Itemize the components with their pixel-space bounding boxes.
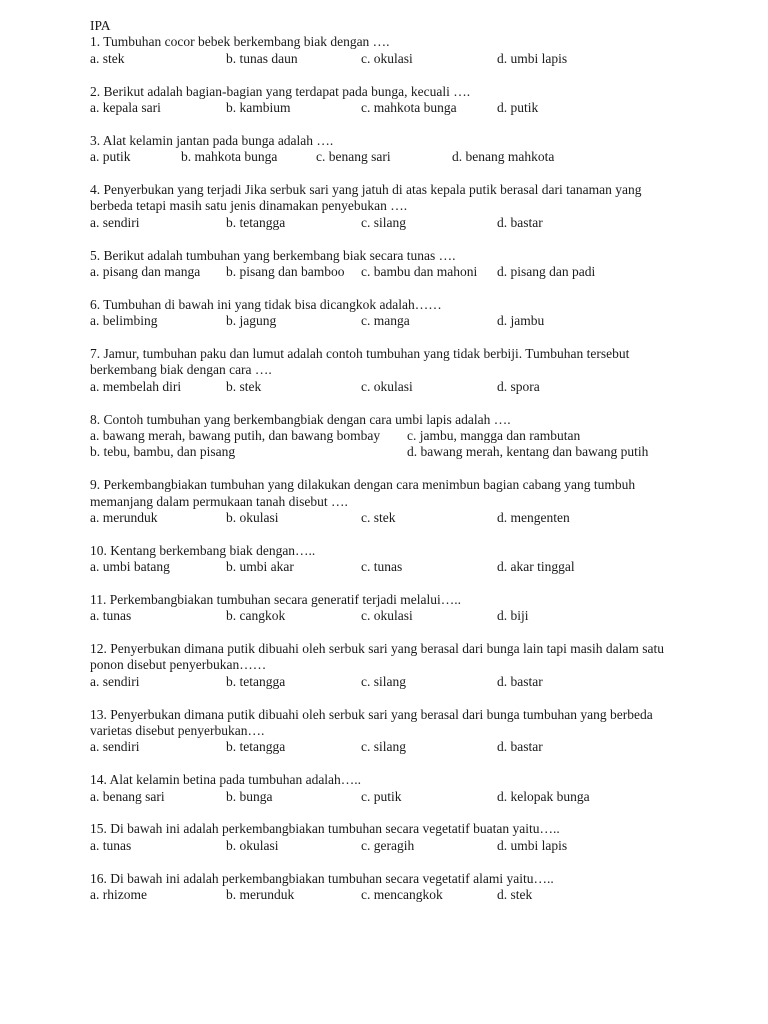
option-row xyxy=(90,100,730,116)
option-row xyxy=(90,510,730,526)
option-row xyxy=(90,789,730,805)
option-d: d. kelopak bunga xyxy=(497,788,590,804)
question xyxy=(90,84,730,117)
option-d: d. jambu xyxy=(497,313,545,329)
option-d: d. mengenten xyxy=(497,509,570,525)
question-text-continued: varietas disebut penyerbukan…. xyxy=(90,723,265,739)
option-a: a. bawang merah, bawang putih, dan bawang bombay xyxy=(90,427,381,443)
option-c: c. stek xyxy=(361,509,396,525)
question-text: 1. Tumbuhan cocor bebek berkembang biak dengan …. xyxy=(90,34,390,50)
option-row xyxy=(90,739,730,755)
question-text: 9. Perkembangbiakan tumbuhan yang dilakukan dengan cara menimbun bagian cabang yang tumbuh xyxy=(90,477,636,493)
option-b: b. kambium xyxy=(226,99,291,115)
option-row xyxy=(90,51,730,67)
option-a: a. merunduk xyxy=(90,509,158,525)
option-row xyxy=(90,149,730,165)
option-c: c. silang xyxy=(361,673,406,689)
option-row xyxy=(90,444,730,460)
question xyxy=(90,772,730,805)
option-b: b. stek xyxy=(226,378,262,394)
option-c: c. jambu, mangga dan rambutan xyxy=(407,427,581,443)
option-d: d. stek xyxy=(497,887,533,903)
option-row xyxy=(90,264,730,280)
option-d: d. umbi lapis xyxy=(497,50,568,66)
option-b: b. bunga xyxy=(226,788,273,804)
option-d: d. putik xyxy=(497,99,539,115)
question-text: 3. Alat kelamin jantan pada bunga adalah …. xyxy=(90,132,334,148)
option-c: c. okulasi xyxy=(361,378,413,394)
option-c: c. silang xyxy=(361,739,406,755)
option-a: a. rhizome xyxy=(90,887,147,903)
option-d: d. benang mahkota xyxy=(452,149,555,165)
option-row xyxy=(90,887,730,903)
option-a: a. membelah diri xyxy=(90,378,182,394)
question-text: 6. Tumbuhan di bawah ini yang tidak bisa dicangkok adalah…… xyxy=(90,296,442,312)
option-b: b. jagung xyxy=(226,313,277,329)
option-a: a. sendiri xyxy=(90,214,140,230)
option-b: b. merunduk xyxy=(226,887,295,903)
option-b: b. tunas daun xyxy=(226,50,298,66)
question-text-continued: memanjang dalam permukaan tanah disebut …. xyxy=(90,493,348,509)
option-b: b. tetangga xyxy=(226,214,286,230)
option-c: c. silang xyxy=(361,214,406,230)
option-a: a. sendiri xyxy=(90,739,140,755)
question xyxy=(90,182,730,231)
option-a: a. benang sari xyxy=(90,788,165,804)
option-a: a. pisang dan manga xyxy=(90,263,201,279)
option-row xyxy=(90,313,730,329)
option-b: b. okulasi xyxy=(226,837,279,853)
option-a: a. putik xyxy=(90,149,131,165)
option-c: c. benang sari xyxy=(316,149,391,165)
option-b: b. pisang dan bamboo xyxy=(226,263,345,279)
option-row xyxy=(90,674,730,690)
question xyxy=(90,477,730,526)
option-c: c. putik xyxy=(361,788,402,804)
question-text: 13. Penyerbukan dimana putik dibuahi oleh serbuk sari yang berasal dari bunga tumbuhan yang berbeda xyxy=(90,706,653,722)
question-text: 8. Contoh tumbuhan yang berkembangbiak dengan cara umbi lapis adalah …. xyxy=(90,411,511,427)
question xyxy=(90,34,730,67)
option-row xyxy=(90,838,730,854)
option-a: a. umbi batang xyxy=(90,559,170,575)
option-c: c. bambu dan mahoni xyxy=(361,263,478,279)
question-text: 2. Berikut adalah bagian-bagian yang terdapat pada bunga, kecuali …. xyxy=(90,83,471,99)
option-d: d. umbi lapis xyxy=(497,837,568,853)
option-b: b. tetangga xyxy=(226,673,286,689)
question xyxy=(90,297,730,330)
option-b: b. tebu, bambu, dan pisang xyxy=(90,444,236,460)
option-d: d. akar tinggal xyxy=(497,559,575,575)
option-a: a. tunas xyxy=(90,608,132,624)
question-text: 16. Di bawah ini adalah perkembangbiakan tumbuhan secara vegetatif alami yaitu….. xyxy=(90,870,554,886)
question-text: 11. Perkembangbiakan tumbuhan secara generatif terjadi melalui….. xyxy=(90,591,461,607)
question-text: 10. Kentang berkembang biak dengan….. xyxy=(90,542,316,558)
worksheet xyxy=(90,18,730,920)
question-text: 7. Jamur, tumbuhan paku dan lumut adalah contoh tumbuhan yang tidak berbiji. Tumbuhan tersebut xyxy=(90,345,630,361)
question-text: 4. Penyerbukan yang terjadi Jika serbuk sari yang jatuh di atas kepala putik berasal dari tanaman yang xyxy=(90,181,642,197)
option-row xyxy=(90,379,730,395)
option-c: c. okulasi xyxy=(361,50,413,66)
option-c: c. okulasi xyxy=(361,608,413,624)
option-d: d. bawang merah, kentang dan bawang putih xyxy=(407,444,649,460)
option-row xyxy=(90,559,730,575)
question xyxy=(90,346,730,395)
question xyxy=(90,871,730,904)
question xyxy=(90,707,730,756)
question-text: 5. Berikut adalah tumbuhan yang berkembang biak secara tunas …. xyxy=(90,247,456,263)
option-row xyxy=(90,428,730,444)
subject-title: IPA xyxy=(90,18,111,33)
option-c: c. geragih xyxy=(361,837,415,853)
question-text: 12. Penyerbukan dimana putik dibuahi oleh serbuk sari yang berasal dari bunga lain tapi masih dalam satu xyxy=(90,641,664,657)
option-b: b. okulasi xyxy=(226,509,279,525)
option-d: d. spora xyxy=(497,378,540,394)
option-b: b. cangkok xyxy=(226,608,286,624)
option-c: c. manga xyxy=(361,313,410,329)
option-b: b. tetangga xyxy=(226,739,286,755)
option-d: d. bastar xyxy=(497,673,543,689)
option-row xyxy=(90,608,730,624)
option-a: a. tunas xyxy=(90,837,132,853)
option-a: a. belimbing xyxy=(90,313,158,329)
option-row xyxy=(90,215,730,231)
question-text-continued: berkembang biak dengan cara …. xyxy=(90,362,272,378)
option-c: c. mencangkok xyxy=(361,887,443,903)
question-text-continued: berbeda tetapi masih satu jenis dinamakan penyebukan …. xyxy=(90,198,408,214)
option-a: a. sendiri xyxy=(90,673,140,689)
question xyxy=(90,821,730,854)
option-c: c. mahkota bunga xyxy=(361,99,457,115)
option-d: d. biji xyxy=(497,608,529,624)
option-b: b. mahkota bunga xyxy=(181,149,278,165)
question-text-continued: ponon disebut penyerbukan…… xyxy=(90,657,267,673)
question xyxy=(90,592,730,625)
option-c: c. tunas xyxy=(361,559,403,575)
question-text: 14. Alat kelamin betina pada tumbuhan adalah….. xyxy=(90,772,362,788)
option-d: d. bastar xyxy=(497,739,543,755)
option-d: d. pisang dan padi xyxy=(497,263,596,279)
question xyxy=(90,543,730,576)
option-a: a. stek xyxy=(90,50,125,66)
question xyxy=(90,248,730,281)
option-a: a. kepala sari xyxy=(90,99,161,115)
question xyxy=(90,133,730,166)
option-d: d. bastar xyxy=(497,214,543,230)
question-text: 15. Di bawah ini adalah perkembangbiakan tumbuhan secara vegetatif buatan yaitu….. xyxy=(90,821,560,837)
option-b: b. umbi akar xyxy=(226,559,294,575)
question xyxy=(90,412,730,461)
question xyxy=(90,641,730,690)
